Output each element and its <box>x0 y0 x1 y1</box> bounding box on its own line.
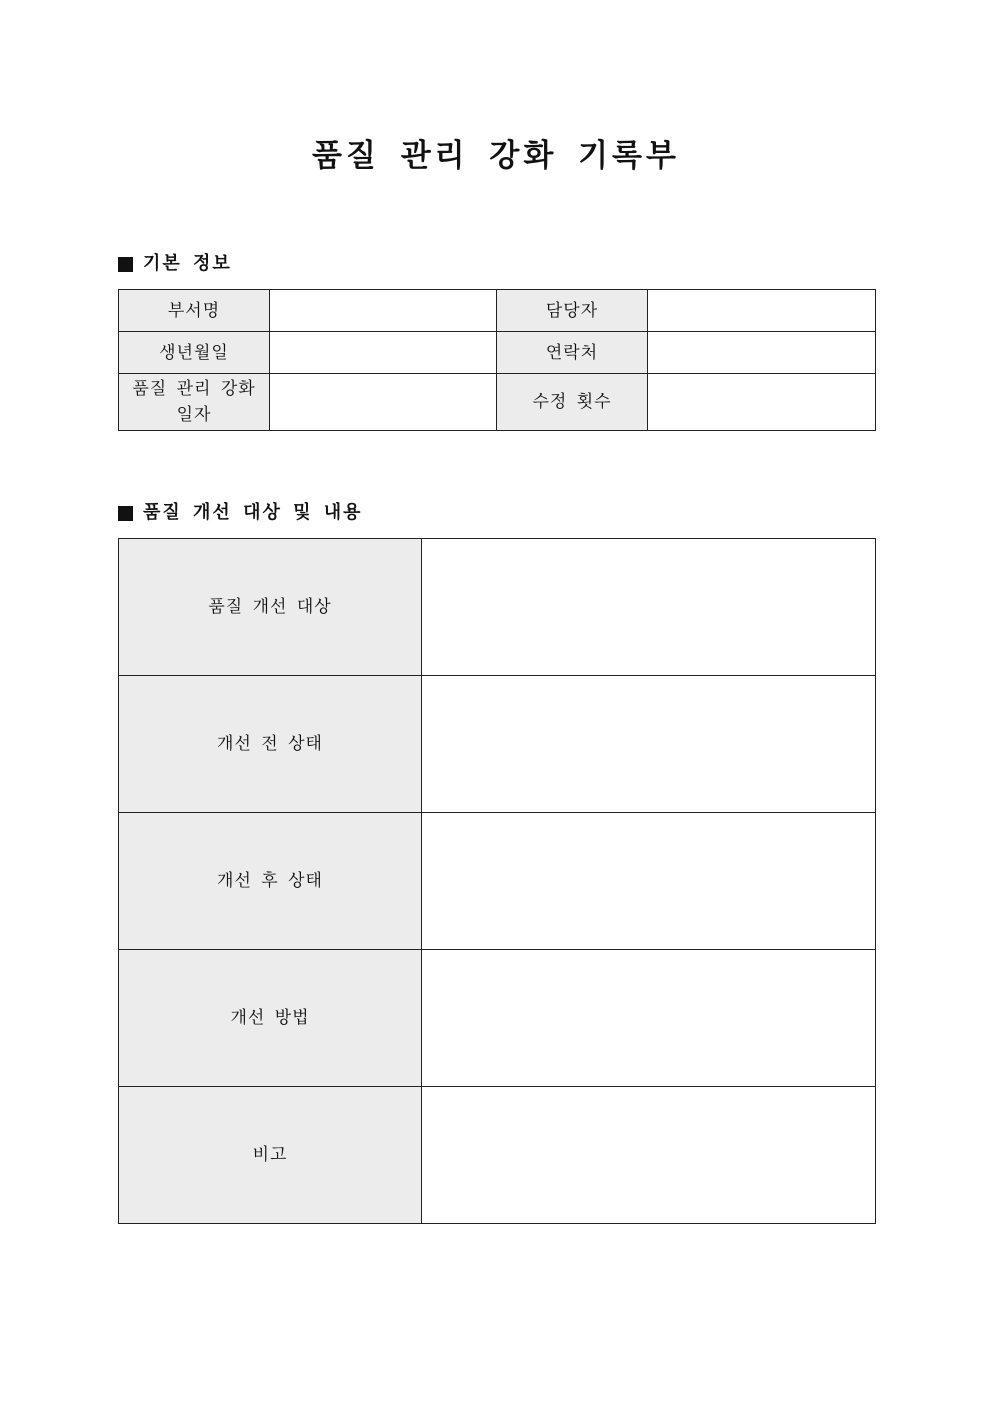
manager-label: 담당자 <box>497 290 648 332</box>
qc-date-label: 품질 관리 강화 일자 <box>119 374 270 431</box>
before-state-field[interactable] <box>422 676 876 813</box>
target-field[interactable] <box>422 539 876 676</box>
before-state-label: 개선 전 상태 <box>119 676 422 813</box>
section-heading-improvement <box>118 501 363 525</box>
birthdate-label: 생년월일 <box>119 332 270 374</box>
basic-info-table <box>118 289 876 431</box>
target-label: 품질 개선 대상 <box>119 539 422 676</box>
remarks-label: 비고 <box>119 1087 422 1224</box>
birthdate-field[interactable] <box>270 332 497 374</box>
remarks-field[interactable] <box>422 1087 876 1224</box>
improvement-table <box>118 538 876 1224</box>
contact-field[interactable] <box>648 332 876 374</box>
table-row <box>119 1087 876 1224</box>
manager-field[interactable] <box>648 290 876 332</box>
table-row <box>119 676 876 813</box>
method-label: 개선 방법 <box>119 950 422 1087</box>
table-row <box>119 374 876 431</box>
contact-label: 연락처 <box>497 332 648 374</box>
table-row <box>119 290 876 332</box>
table-row <box>119 332 876 374</box>
revision-count-field[interactable] <box>648 374 876 431</box>
table-row <box>119 950 876 1087</box>
revision-count-label: 수정 횟수 <box>497 374 648 431</box>
table-row <box>119 539 876 676</box>
method-field[interactable] <box>422 950 876 1087</box>
after-state-field[interactable] <box>422 813 876 950</box>
section-heading-label: 기본 정보 <box>143 253 232 274</box>
department-label: 부서명 <box>119 290 270 332</box>
square-bullet-icon <box>118 257 133 272</box>
department-field[interactable] <box>270 290 497 332</box>
section-heading-label: 품질 개선 대상 및 내용 <box>143 502 363 523</box>
section-heading-basic-info <box>118 252 232 276</box>
qc-date-field[interactable] <box>270 374 497 431</box>
table-row <box>119 813 876 950</box>
after-state-label: 개선 후 상태 <box>119 813 422 950</box>
page-title: 품질 관리 강화 기록부 <box>312 138 680 174</box>
square-bullet-icon <box>118 506 133 521</box>
